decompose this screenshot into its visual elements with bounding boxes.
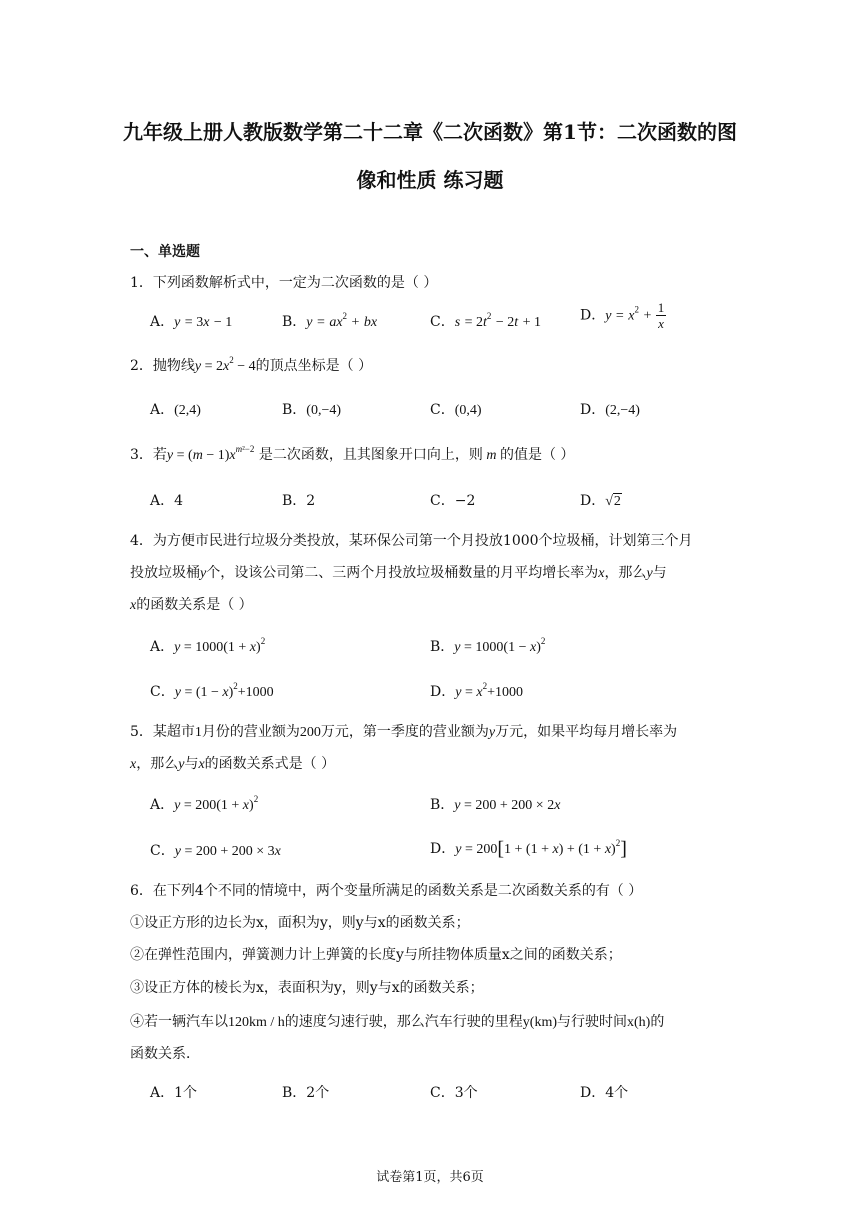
question-4-line-3: x的函数关系是（ ）: [130, 597, 253, 613]
q3-option-b[interactable]: B．2: [282, 493, 316, 509]
q6-situation-2: ②在弹性范围内，弹簧测力计上弹簧的长度y与所挂物体质量x之间的函数关系；: [130, 947, 622, 963]
q1-option-c[interactable]: C．$s = 2t^2 - 2t + 1$: [430, 311, 542, 330]
question-5-line-1: 5．某超市1月份的营业额为200万元，第一季度的营业额为y万元，如果平均每月增长率为: [130, 724, 678, 740]
q2-option-d[interactable]: D．(2,−4): [580, 402, 640, 418]
question-5-line-2: x，那么y与x的函数关系式是（ ）: [130, 756, 336, 772]
page-footer: 试卷第1页，共6页: [376, 1170, 484, 1185]
q4-option-b[interactable]: B．$y = 1000(1 - x)^2$: [430, 636, 546, 655]
q6-option-a[interactable]: A．1个: [150, 1085, 198, 1101]
q5-option-d[interactable]: D．$y = 200[1 + (1 + x) + (1 + x)^2]$: [430, 838, 627, 860]
q1-option-b[interactable]: B．$y = ax^2$ + bx: [282, 311, 378, 330]
q4-option-c[interactable]: C．$y = (1 - x)^2+1000$: [150, 681, 274, 700]
question-4-line-1: 4．为方便市民进行垃圾分类投放，某环保公司第一个月投放1000个垃圾桶，计划第三个月: [130, 533, 693, 549]
q3-option-c[interactable]: C．−2: [430, 493, 476, 509]
q6-situation-4-cont: 函数关系．: [130, 1046, 200, 1062]
q6-situation-3: ③设正方体的棱长为x，表面积为y，则y与x的函数关系；: [130, 980, 484, 996]
q5-option-c[interactable]: C．y = 200 + 200 × 3x: [150, 843, 281, 859]
q5-option-a[interactable]: A．$y = 200(1 + x)^2$: [150, 794, 259, 813]
q2-option-a[interactable]: A．(2,4): [150, 402, 201, 418]
q5-option-b[interactable]: B．y = 200 + 200 × 2x: [430, 797, 561, 813]
q6-option-b[interactable]: B．2个: [282, 1085, 330, 1101]
q1-option-d[interactable]: D．$y = x^2$ + $\frac{1}{x}$: [580, 300, 665, 331]
question-3-stem: 3．若$y = (m - 1)x^{m^2-2}$ 是二次函数，且其图象开口向上，则 m 的值是（ ）: [130, 444, 575, 463]
question-4-line-2: 投放垃圾桶y个，设该公司第二、三两个月投放垃圾桶数量的月平均增长率为x，那么y与: [130, 565, 667, 581]
section-heading: 一、单选题: [130, 244, 200, 260]
q6-situation-1: ①设正方形的边长为x，面积为y，则y与x的函数关系；: [130, 915, 470, 931]
q6-situation-4: ④若一辆汽车以120km / h的速度匀速行驶，那么汽车行驶的里程y(km)与行驶时间x(h)的: [130, 1014, 665, 1030]
q3-option-d[interactable]: D．√2: [580, 493, 621, 509]
q1-option-a[interactable]: A．y = 3x − 1: [150, 314, 233, 330]
q3-option-a[interactable]: A．4: [150, 493, 184, 509]
question-2-stem: 2．抛物线$y = 2x^2 - 4$的顶点坐标是（ ）: [130, 355, 373, 374]
square-root: √2: [605, 494, 621, 509]
fraction: $\frac{1}{x}$: [657, 300, 665, 331]
q2-option-c[interactable]: C．(0,4): [430, 402, 482, 418]
q2-option-b[interactable]: B．(0,−4): [282, 402, 342, 418]
page-title: 九年级上册人教版数学第二十二章《二次函数》第1节：二次函数的图像和性质 练习题: [123, 120, 737, 192]
q6-option-c[interactable]: C．3个: [430, 1085, 478, 1101]
q6-option-d[interactable]: D．4个: [580, 1085, 629, 1101]
question-1-stem: 1．下列函数解析式中，一定为二次函数的是（ ）: [130, 275, 438, 291]
q4-option-d[interactable]: D．$y = x^2+1000$: [430, 681, 523, 700]
question-6-stem: 6．在下列4个不同的情境中，两个变量所满足的函数关系是二次函数关系的有（ ）: [130, 883, 643, 899]
q4-option-a[interactable]: A．$y = 1000(1 + x)^2$: [150, 636, 266, 655]
